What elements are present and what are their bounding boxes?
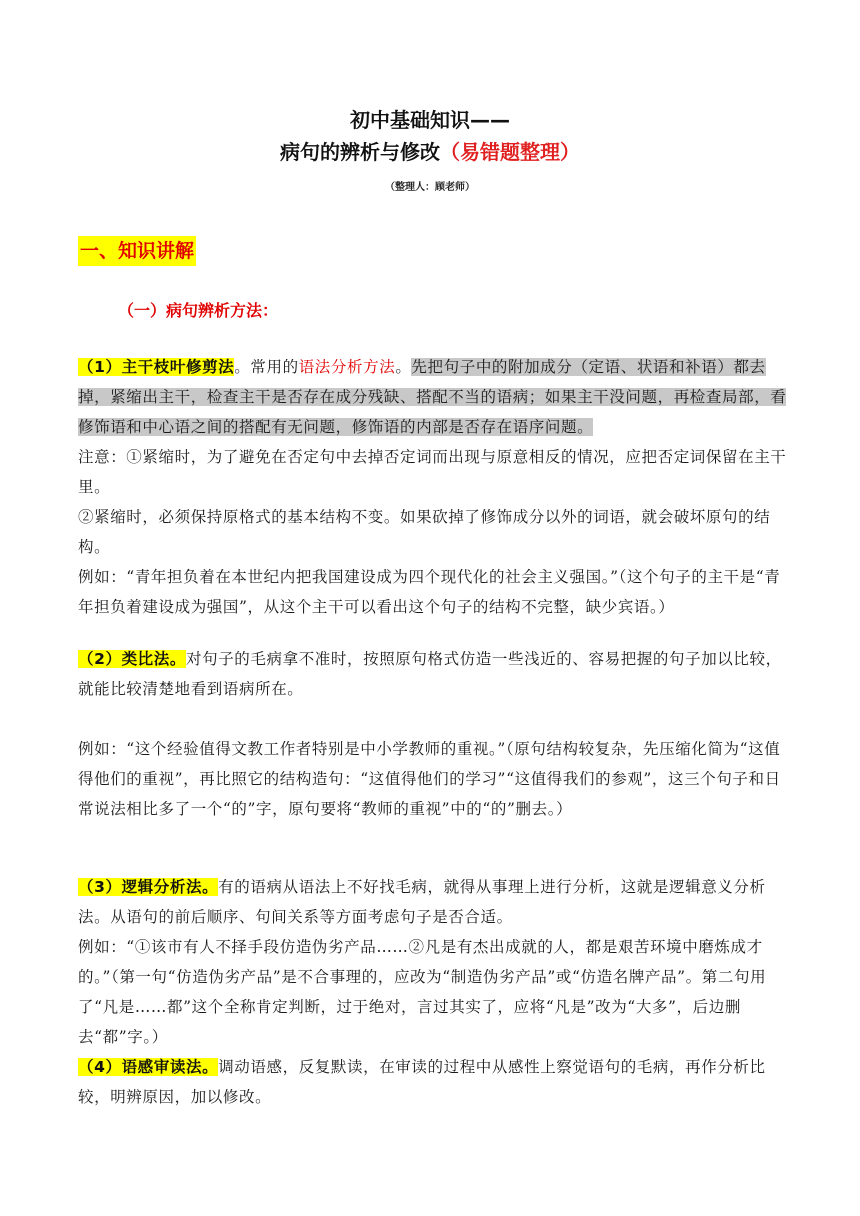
method-3-example: 例如：“①该市有人不择手段仿造伪劣产品……②凡是有杰出成就的人，都是艰苦环境中磨炼成才的。”（第一句“仿造伪劣产品”是不合事理的，应改为“制造伪劣产品”或“仿造名牌产品”。第二句用了“凡是……都”这个全称肯定判断，过于绝对，言过其实了，应将“凡是”改为“大多”，后边删去“都”字。） bbox=[78, 938, 767, 1046]
method-1-label: （1）主干枝叶修剪法 bbox=[78, 358, 235, 376]
method-3-label: （3）逻辑分析法。 bbox=[78, 878, 219, 896]
method-1-note-1: 注意：①紧缩时，为了避免在否定句中去掉否定词而出现与原意相反的情况，应把否定词保留在主干里。 bbox=[78, 448, 787, 496]
method-3-text: 有的语病从语法上不好找毛病，就得从事理上进行分析，这就是逻辑意义分析法。从语句的前后顺序、句间关系等方面考虑句子是否合适。 bbox=[78, 878, 766, 926]
method-4-label: （4）语感审读法。 bbox=[78, 1058, 219, 1076]
method-4-text: 调动语感，反复默读，在审读的过程中从感性上察觉语句的毛病，再作分析比较，明辨原因，加以修改。 bbox=[78, 1058, 766, 1106]
title-red-suffix: （易错题整理） bbox=[440, 140, 580, 164]
method-2-block bbox=[78, 644, 788, 824]
method-1-paragraph bbox=[78, 352, 788, 442]
method-1-note-2: ②紧缩时，必须保持原格式的基本结构不变。如果砍掉了修饰成分以外的词语，就会破坏原句的结构。 bbox=[78, 508, 771, 556]
method-4-paragraph bbox=[78, 1052, 788, 1112]
method-1-gray-text: 先把句子中的附加成分（定语、状语和补语）都去掉，紧缩出主干，检查主干是否存在成分残缺、搭配不当的语病；如果主干没问题，再检查局部，看修饰语和中心语之间的搭配有无问题，修饰语的内部是否存在语序问题。 bbox=[78, 358, 787, 436]
method-3-block bbox=[78, 872, 788, 1112]
method-2-label: （2）类比法。 bbox=[78, 650, 186, 668]
sub-heading: （一）病句辨析方法： bbox=[118, 301, 279, 320]
method-1-block bbox=[78, 352, 788, 622]
title-line-1: 初中基础知识—— bbox=[350, 108, 510, 132]
method-1-period: 。 bbox=[395, 358, 412, 376]
section-heading: 一、知识讲解 bbox=[78, 236, 196, 266]
method-3-paragraph bbox=[78, 872, 788, 932]
title-block bbox=[0, 104, 860, 193]
organizer-note: （整理人：顾老师） bbox=[385, 182, 475, 193]
method-2-example: 例如：“这个经验值得文教工作者特别是中小学教师的重视。”（原句结构较复杂，先压缩化简为“这值得他们的重视”，再比照它的结构造句：“这值得他们的学习”“这值得我们的参观”，这三个句子和日常说法相比多了一个“的”字，原句要将“教师的重视”中的“的”删去。） bbox=[78, 740, 781, 818]
method-2-paragraph bbox=[78, 644, 788, 704]
method-1-connector: 。常用的 bbox=[234, 358, 299, 376]
method-2-text: 对句子的毛病拿不准时，按照原句格式仿造一些浅近的、容易把握的句子加以比较，就能比较清楚地看到语病所在。 bbox=[78, 650, 782, 698]
title-main: 病句的辨析与修改 bbox=[280, 140, 440, 164]
method-1-example: 例如：“青年担负着在本世纪内把我国建设成为四个现代化的社会主义强国。”（这个句子的主干是“青年担负着建设成为强国”，从这个主干可以看出这个句子的结构不完整，缺少宾语。） bbox=[78, 568, 781, 616]
method-1-red-term: 语法分析方法 bbox=[298, 358, 396, 376]
title-line-2 bbox=[0, 136, 860, 168]
